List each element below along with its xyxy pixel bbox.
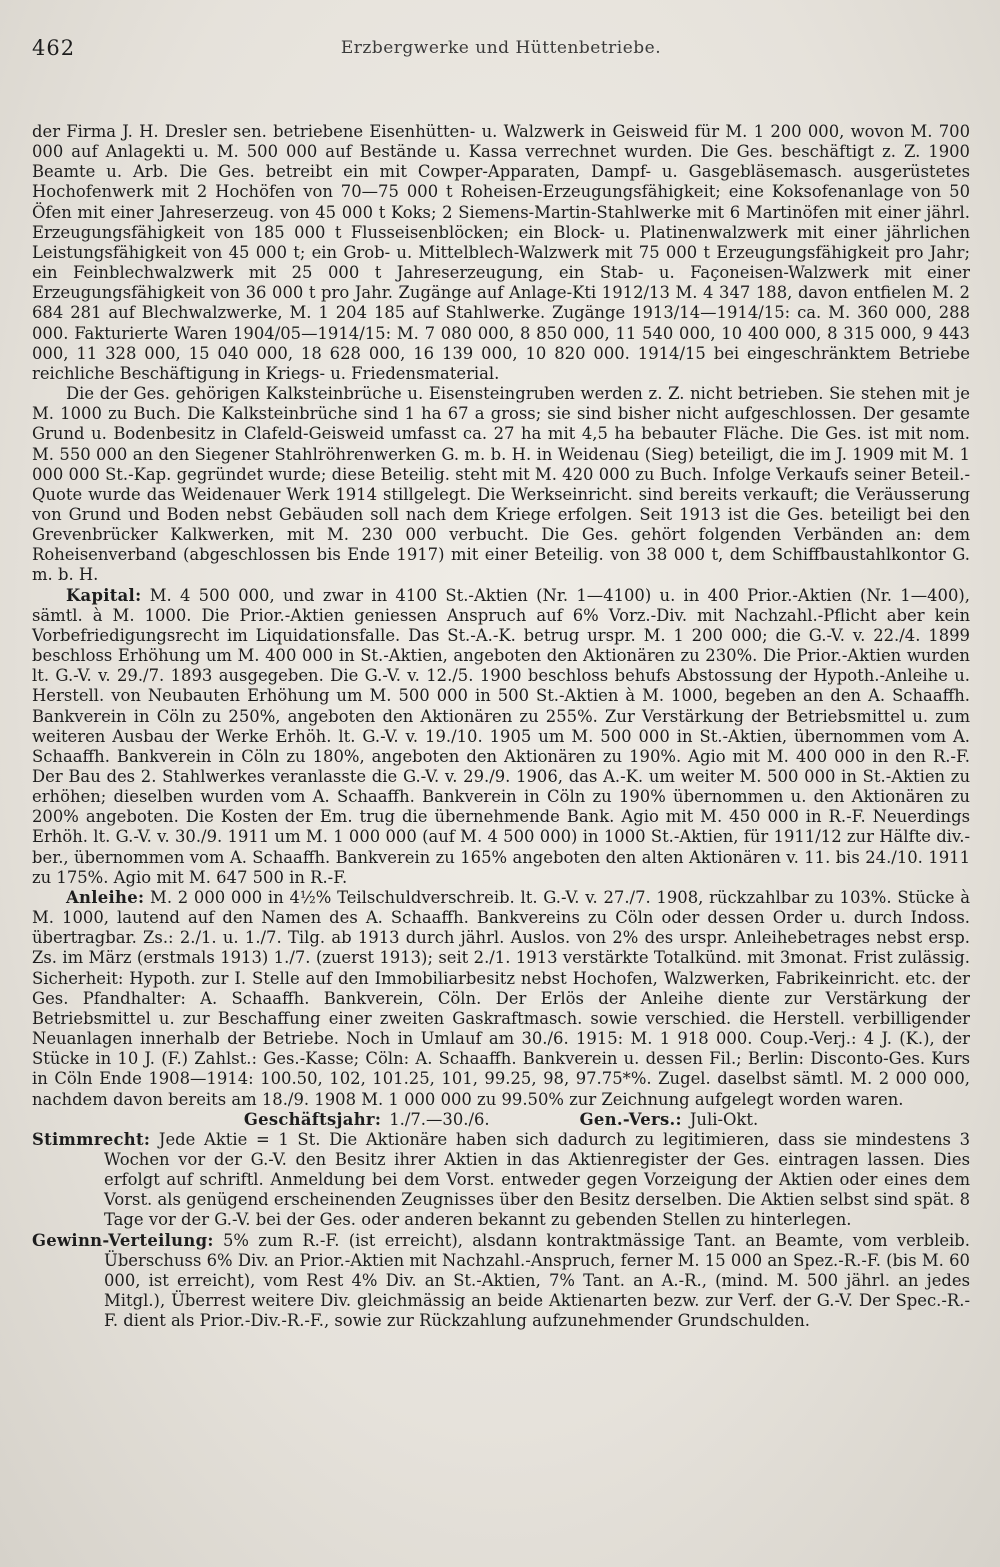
paragraph-stimmrecht [32, 1130, 970, 1231]
genvers-value: Juli-Okt. [689, 1109, 759, 1129]
geschaeftsjahr-value: 1./7.—30./6. [389, 1109, 490, 1129]
kapital-label: Kapital: [66, 585, 142, 605]
paragraph-kapital [32, 586, 970, 888]
gewinn-label: Gewinn-Verteilung: [32, 1230, 214, 1250]
stimmrecht-text: Jede Aktie = 1 St. Die Aktionäre haben sich dadurch zu legitimieren, dass sie mindestens 3 Wochen vor der G.-V. den Besitz ihrer Aktien in das Aktienregister der Ges. eintragen lassen. Dies erfolgt auf schriftl. Anmeldung bei dem Vorst. entweder gegen Vorzeigung der Aktien oder eines dem Vorst. als genügend erscheinenden Zeugnisses über den Besitz derselben. Die Aktien selbst sind spät. 8 Tage vor der G.-V. bei der Ges. oder anderen bekannt zu gebenden Stellen zu hinterlegen. [104, 1129, 970, 1230]
page-body [32, 122, 970, 1331]
genvers-label: Gen.-Vers.: [579, 1109, 682, 1129]
kapital-text: M. 4 500 000, und zwar in 4100 St.-Aktien (Nr. 1—4100) u. in 400 Prior.-Aktien (Nr. 1—400), sämtl. à M. 1000. Die Prior.-Aktien geniessen Anspruch auf 6% Vorz.-Div. mit Nachzahl.-Pflicht aber kein Vorbefriedigungsrecht im Liquidationsfalle. Das St.-A.-K. betrug urspr. M. 1 200 000; die G.-V. v. 22./4. 1899 beschloss Erhöhung um M. 400 000 in St.-Aktien, angeboten den Aktionären zu 230%. Die Prior.-Aktien wurden lt. G.-V. v. 29./7. 1893 ausgegeben. Die G.-V. v. 12./5. 1900 beschloss behufs Abstossung der Hypoth.-Anleihe u. Herstell. von Neubauten Erhöhung um M. 500 000 in 500 St.-Aktien à M. 1000, begeben an den A. Schaaffh. Bankverein in Cöln zu 250%, angeboten den Aktionären zu 255%. Zur Verstärkung der Betriebsmittel u. zum weiteren Ausbau der Werke Erhöh. lt. G.-V. v. 19./10. 1905 um M. 500 000 in St.-Aktien, übernommen vom A. Schaaffh. Bankverein in Cöln zu 180%, angeboten den Aktionären zu 190%. Agio mit M. 400 000 in den R.-F. Der Bau des 2. Stahlwerkes veranlasste die G.-V. v. 29./9. 1906, das A.-K. um weiter M. 500 000 in St.-Aktien zu erhöhen; dieselben wurden vom A. Schaaffh. Bankverein in Cöln zu 190% übernommen u. den Aktionären zu 200% angeboten. Die Kosten der Em. trug die übernehmende Bank. Agio mit M. 450 000 in R.-F. Neuerdings Erhöh. lt. G.-V. v. 30./9. 1911 um M. 1 000 000 (auf M. 4 500 000) in 1000 St.-Aktien, für 1911/12 zur Hälfte div.-ber., übernommen vom A. Schaaffh. Bankverein zu 165% angeboten den alten Aktionären v. 11. bis 24./10. 1911 zu 175%. Agio mit M. 647 500 in R.-F. [32, 585, 970, 887]
paragraph-gewinn-verteilung [32, 1231, 970, 1332]
gewinn-text: 5% zum R.-F. (ist erreicht), alsdann kontraktmässige Tant. an Beamte, vom verbleib. Überschuss 6% Div. an Prior.-Aktien mit Nachzahl.-Anspruch, ferner M. 15 000 an Spez.-R.-F. (bis M. 60 000, ist erreicht), vom Rest 4% Div. an St.-Aktien, 7% Tant. an A.-R., (mind. M. 500 jährl. an jedes Mitgl.), Überrest weitere Div. gleichmässig an beide Aktienarten bezw. zur Verf. der G.-V. Der Spec.-R.-F. dient als Prior.-Div.-R.-F., sowie zur Rückzahlung aufzunehmender Grundschulden. [104, 1230, 970, 1331]
paragraph-intro: der Firma J. H. Dresler sen. betriebene Eisenhütten- u. Walzwerk in Geisweid für M. 1 200 000, wovon M. 700 000 auf Anlagekti u. M. 500 000 auf Bestände u. Kassa verrechnet wurden. Die Ges. beschäftigt z. Z. 1900 Beamte u. Arb. Die Ges. betreibt ein mit Cowper-Apparaten, Dampf- u. Gasgebläsemasch. ausgerüstetes Hochofenwerk mit 2 Hochöfen von 70—75 000 t Roheisen-Erzeugungsfähigkeit; eine Koksofenanlage von 50 Öfen mit einer Jahreserzeug. von 45 000 t Koks; 2 Siemens-Martin-Stahlwerke mit 6 Martinöfen mit einer jährl. Erzeugungsfähigkeit von 185 000 t Flusseisenblöcken; ein Block- u. Platinenwalzwerk mit einer jährlichen Leistungsfähigkeit von 45 000 t; ein Grob- u. Mittelblech-Walzwerk mit 75 000 t Erzeugungsfähigkeit pro Jahr; ein Feinblechwalzwerk mit 25 000 t Jahreserzeugung, ein Stab- u. Façoneisen-Walzwerk mit einer Erzeugungsfähigkeit von 36 000 t pro Jahr. Zugänge auf Anlage-Kti 1912/13 M. 4 347 188, davon entfielen M. 2 684 281 auf Blechwalzwerke, M. 1 204 185 auf Stahlwerke. Zugänge 1913/14—1914/15: ca. M. 360 000, 288 000. Fakturierte Waren 1904/05—1914/15: M. 7 080 000, 8 850 000, 11 540 000, 10 400 000, 8 315 000, 9 443 000, 11 328 000, 15 040 000, 18 628 000, 16 139 000, 10 820 000. 1914/15 bei eingeschränktem Betriebe reichliche Beschäftigung in Kriegs- u. Friedensmaterial. [32, 122, 970, 383]
geschaeftsjahr-line [32, 1110, 970, 1130]
running-title: Erzbergwerke und Hüttenbetriebe. [340, 38, 662, 58]
paragraph-quarries: Die der Ges. gehörigen Kalksteinbrüche u. Eisensteingruben werden z. Z. nicht betrieben. Sie stehen mit je M. 1000 zu Buch. Die Kalksteinbrüche sind 1 ha 67 a gross; sie sind bisher nicht aufgeschlossen. Der gesamte Grund u. Bodenbesitz in Clafeld-Geisweid umfasst ca. 27 ha mit 4,5 ha bebauter Fläche. Die Ges. ist mit nom. M. 550 000 an den Siegener Stahlröhrenwerken G. m. b. H. in Weidenau (Sieg) beteiligt, die im J. 1909 mit M. 1 000 000 St.-Kap. gegründet wurde; diese Beteilig. steht mit M. 420 000 zu Buch. Infolge Verkaufs seiner Beteil.-Quote wurde das Weidenauer Werk 1914 stillgelegt. Die Werkseinricht. sind bereits verkauft; die Veräusserung von Grund und Boden nebst Gebäuden soll nach dem Kriege erfolgen. Seit 1913 ist die Ges. beteiligt bei den Grevenbrücker Kalkwerken, mit M. 230 000 verbucht. Die Ges. gehört folgenden Verbänden an: dem Roheisenverband (abgeschlossen bis Ende 1917) mit einer Beteilig. von 38 000 t, dem Schiffbaustahlkontor G. m. b. H. [32, 384, 970, 585]
anleihe-text: M. 2 000 000 in 4½% Teilschuldverschreib. lt. G.-V. v. 27./7. 1908, rückzahlbar zu 103%. Stücke à M. 1000, lautend auf den Namen des A. Schaaffh. Bankvereins zu Cöln oder dessen Order u. durch Indoss. übertragbar. Zs.: 2./1. u. 1./7. Tilg. ab 1913 durch jährl. Auslos. von 2% des urspr. Anleihebetrages nebst ersp. Zs. im März (erstmals 1913) 1./7. (zuerst 1913); seit 2./1. 1913 verstärkte Totalkünd. mit 3monat. Frist zulässig. Sicherheit: Hypoth. zur I. Stelle auf den Immobiliarbesitz nebst Hochofen, Walzwerken, Fabrikeinricht. etc. der Ges. Pfandhalter: A. Schaaffh. Bankverein, Cöln. Der Erlös der Anleihe diente zur Verstärkung der Betriebsmittel u. zur Beschaffung einer zweiten Gaskraftmasch. sowie verschied. die Herstell. verbilligender Neuanlagen innerhalb der Betriebe. Noch in Umlauf am 30./6. 1915: M. 1 918 000. Coup.-Verj.: 4 J. (K.), der Stücke in 10 J. (F.) Zahlst.: Ges.-Kasse; Cöln: A. Schaaffh. Bankverein u. dessen Fil.; Berlin: Disconto-Ges. Kurs in Cöln Ende 1908—1914: 100.50, 102, 101.25, 101, 99.25, 98, 97.75*%. Zugel. daselbst sämtl. M. 2 000 000, nachdem davon bereits am 18./9. 1908 M. 1 000 000 zu 99.50% zur Zeichnung aufgelegt worden waren. [32, 887, 970, 1109]
geschaeftsjahr-label: Geschäftsjahr: [243, 1109, 382, 1129]
anleihe-label: Anleihe: [66, 887, 145, 907]
stimmrecht-label: Stimmrecht: [32, 1129, 151, 1149]
page-header [32, 36, 970, 72]
page-number: 462 [32, 36, 76, 60]
paragraph-anleihe [32, 888, 970, 1110]
